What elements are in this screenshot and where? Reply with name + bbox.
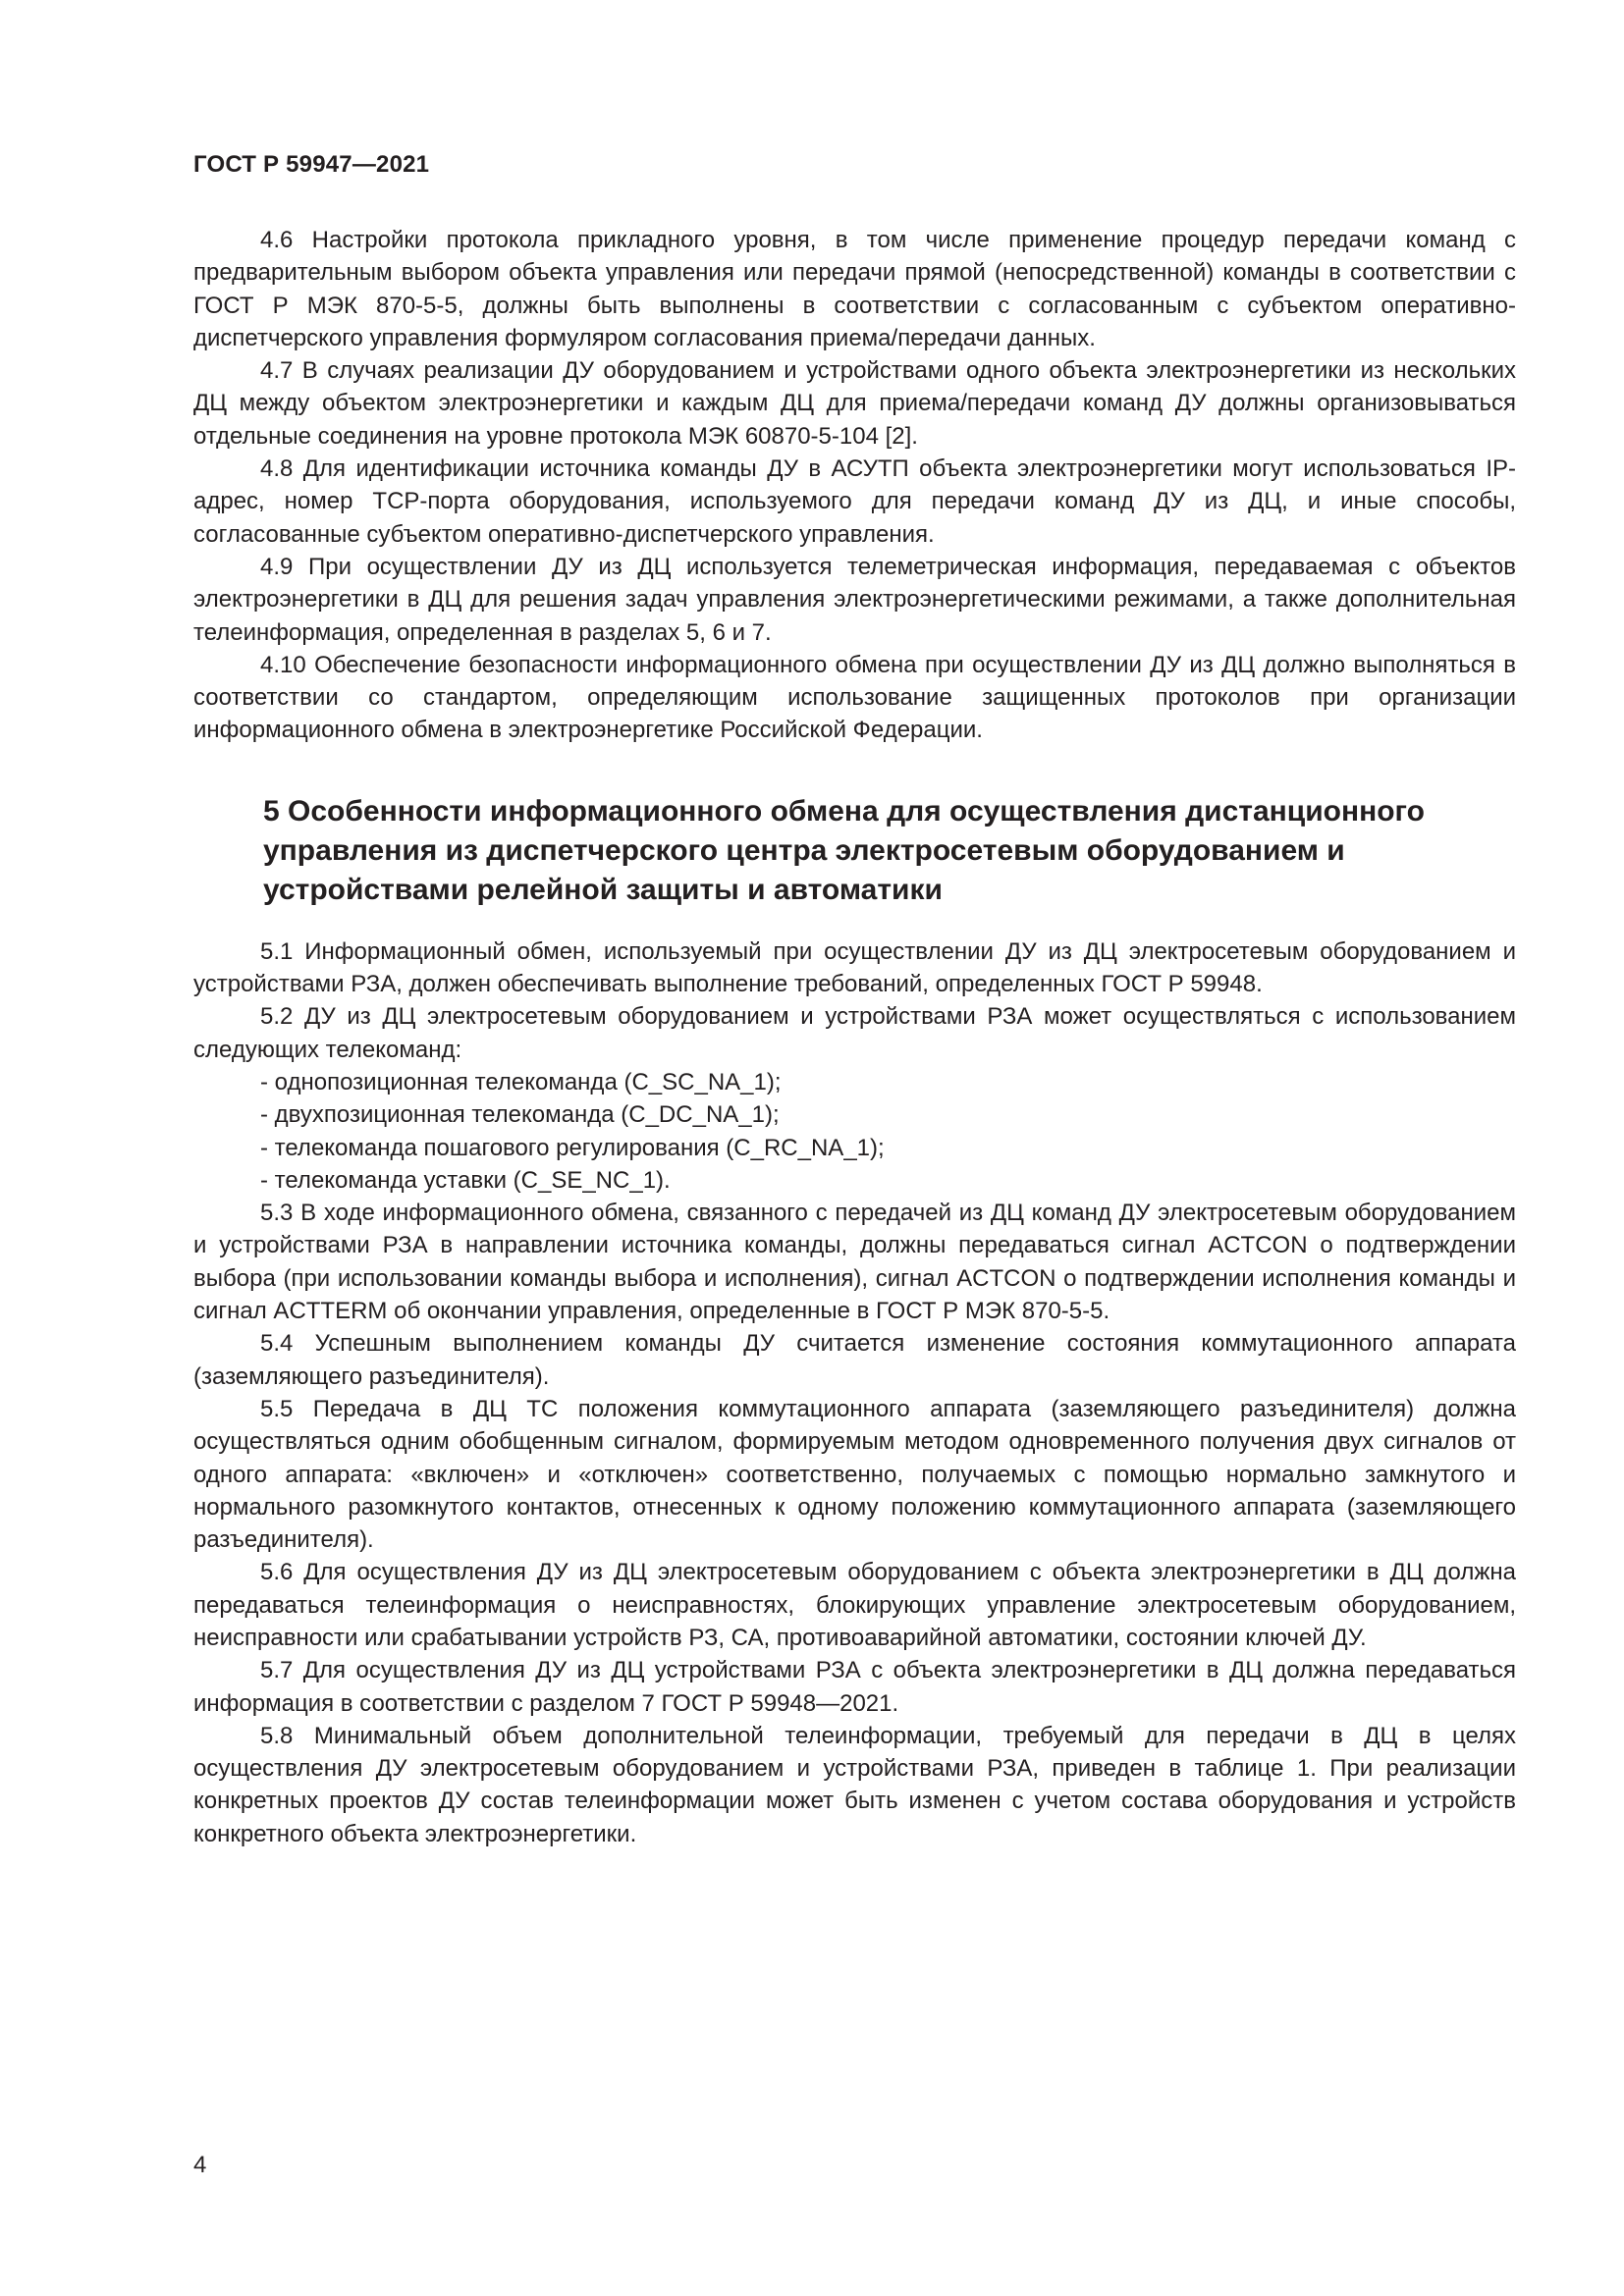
paragraph-4-7: 4.7 В случаях реализации ДУ оборудованием и устройствами одного объекта электроэнергетики из нескольких ДЦ между объектом электроэнергетики и каждым ДЦ для приема/передачи команд ДУ должны организовываться отдельные соединения на уровне протокола МЭК 60870-5-104 [2]. [193, 357, 1516, 450]
paragraph-4-9: 4.9 При осуществлении ДУ из ДЦ используется телеметрическая информация, передаваемая с объектов электроэнергетики в ДЦ для решения задач управления электроэнергетическими режимами, а также дополнительная телеинформация, определенная в разделах 5, 6 и 7. [193, 553, 1516, 646]
paragraph-5-1: 5.1 Информационный обмен, используемый при осуществлении ДУ из ДЦ электросетевым оборудованием и устройствами РЗА, должен обеспечивать выполнение требований, определенных ГОСТ Р 59948. [193, 937, 1516, 998]
paragraph-5-8: 5.8 Минимальный объем дополнительной телеинформации, требуемый для передачи в ДЦ в целях осуществления ДУ электросетевым оборудованием и устройствами РЗА, приведен в таблице 1. При реализации конкретных проектов ДУ состав телеинформации может быть изменен с учетом состава оборудования и устройств конкретного объекта электроэнергетики. [193, 1722, 1516, 1847]
paragraph-4-8: 4.8 Для идентификации источника команды ДУ в АСУТП объекта электроэнергетики могут использоваться IP-адрес, номер TCP-порта оборудования, используемого для передачи команд ДУ из ДЦ, и иные способы, согласованные субъектом оперативно-диспетчерского управления. [193, 455, 1516, 548]
command-list-item: - телекоманда пошагового регулирования (C_RC_NA_1); [260, 1134, 885, 1161]
document-header: ГОСТ Р 59947—2021 [193, 151, 430, 178]
paragraph-5-3: 5.3 В ходе информационного обмена, связанного с передачей из ДЦ команд ДУ электросетевым оборудованием и устройствами РЗА в направлении источника команды, должны передаваться сигнал ACTCON о подтверждении выбора (при использовании команды выбора и исполнения), сигнал ACTCON о подтверждении исполнения команды и сигнал ACTTERM об окончании управления, определенные в ГОСТ Р МЭК 870-5-5. [193, 1200, 1516, 1325]
paragraph-5-5: 5.5 Передача в ДЦ ТС положения коммутационного аппарата (заземляющего разъединителя) должна осуществляться одним обобщенным сигналом, формируемым методом одновременного получения двух сигналов от одного аппарата: «включен» и «отключен» соответственно, получаемых с помощью нормально замкнутого и нормального разомкнутого контактов, отнесенных к одному положению коммутационного аппарата (заземляющего разъединителя). [193, 1395, 1516, 1554]
command-list-item: - телекоманда уставки (C_SE_NC_1). [260, 1166, 671, 1194]
document-body [193, 224, 1516, 1850]
paragraph-5-7: 5.7 Для осуществления ДУ из ДЦ устройствами РЗА с объекта электроэнергетики в ДЦ должна передаваться информация в соответствии с разделом 7 ГОСТ Р 59948—2021. [193, 1657, 1516, 1717]
paragraph-5-6: 5.6 Для осуществления ДУ из ДЦ электросетевым оборудованием с объекта электроэнергетики в ДЦ должна передаваться телеинформация о неисправностях, блокирующих управление электросетевым оборудованием, неисправности или срабатывании устройств РЗ, СА, противоаварийной автоматики, состоянии ключей ДУ. [193, 1559, 1516, 1651]
page-number: 4 [193, 2152, 207, 2178]
paragraph-5-2: 5.2 ДУ из ДЦ электросетевым оборудованием и устройствами РЗА может осуществляться с использованием следующих телекоманд: [193, 1003, 1516, 1063]
command-list-item: - однопозиционная телекоманда (C_SC_NA_1); [260, 1068, 782, 1095]
paragraph-4-6: 4.6 Настройки протокола прикладного уровня, в том числе применение процедур передачи команд с предварительным выбором объекта управления или передачи прямой (непосредственной) команды в соответствии с ГОСТ Р МЭК 870-5-5, должны быть выполнены в соответствии с согласованным с субъектом оперативно-диспетчерского управления формуляром согласования приема/передачи данных. [193, 227, 1516, 351]
paragraph-5-4: 5.4 Успешным выполнением команды ДУ считается изменение состояния коммутационного аппарата (заземляющего разъединителя). [193, 1330, 1516, 1390]
command-list-item: - двухпозиционная телекоманда (C_DC_NA_1); [260, 1101, 780, 1129]
paragraph-4-10: 4.10 Обеспечение безопасности информационного обмена при осуществлении ДУ из ДЦ должно выполняться в соответствии со стандартом, определяющим использование защищенных протоколов при организации информационного обмена в электроэнергетике Российской Федерации. [193, 651, 1516, 744]
section-5-title: 5 Особенности информационного обмена для осуществления дистанционного управления из диспетчерского центра электросетевым оборудованием и устройствами релейной защиты и автоматики [263, 794, 1425, 906]
